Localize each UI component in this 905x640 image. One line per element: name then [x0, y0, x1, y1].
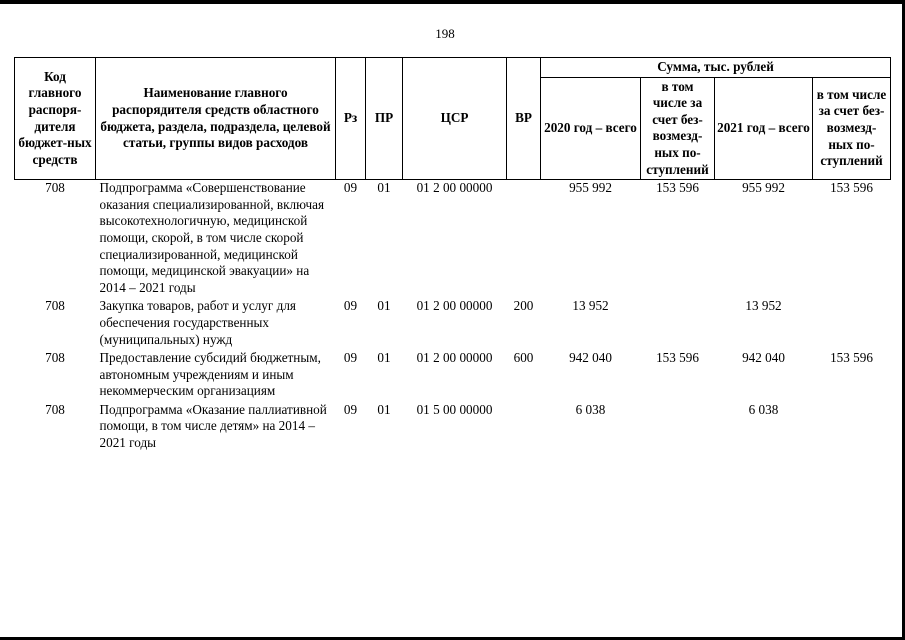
table-body — [15, 180, 891, 454]
cell-rz: 09 — [343, 180, 358, 196]
header-vr: ВР — [507, 58, 541, 180]
cell-code: 708 — [45, 298, 65, 314]
cell-2021-total: 6 038 — [748, 401, 779, 417]
cell-pr: 01 — [377, 298, 391, 314]
cell-rz: 09 — [343, 401, 358, 417]
cell-2021-total: 942 040 — [742, 350, 785, 366]
top-border-line — [0, 0, 905, 4]
cell-rz: 09 — [343, 298, 358, 314]
cell-2021-gratuitous: 153 596 — [830, 180, 873, 196]
cell-2020-total: 6 038 — [575, 401, 606, 417]
table-row — [15, 180, 891, 299]
cell-pr: 01 — [377, 350, 391, 366]
header-2020-total: 2020 год – всего — [541, 77, 641, 180]
header-2021-gratuitous: в том числе за счет без-возмезд-ных по-ступлений — [813, 77, 891, 180]
cell-2020-total: 942 040 — [569, 350, 612, 366]
table-row — [15, 350, 891, 402]
cell-vr: 600 — [513, 350, 534, 366]
cell-2020-gratuitous: 153 596 — [656, 350, 699, 366]
cell-vr: 200 — [513, 298, 534, 314]
cell-code: 708 — [45, 401, 65, 417]
header-2021-total: 2021 год – всего — [715, 77, 813, 180]
cell-vr — [507, 402, 541, 454]
cell-name: Подпрограмма «Оказание паллиативной помощи, в том числе детям» на 2014 – 2021 годы — [99, 401, 327, 451]
header-rz: Рз — [336, 58, 366, 180]
cell-2020-gratuitous — [641, 402, 715, 454]
budget-table — [14, 57, 891, 454]
cell-2020-total: 955 992 — [569, 180, 612, 196]
cell-csr: 01 2 00 00000 — [416, 298, 493, 314]
header-code: Код главного распоря-дителя бюджет-ных средств — [15, 58, 96, 180]
cell-code: 708 — [45, 350, 65, 366]
cell-2020-total: 13 952 — [572, 298, 609, 314]
cell-vr — [507, 180, 541, 299]
cell-csr: 01 2 00 00000 — [416, 180, 493, 196]
cell-code: 708 — [45, 180, 65, 196]
header-name: Наименование главного распорядителя средств областного бюджета, раздела, подраздела, целевой статьи, группы видов расходов — [96, 58, 336, 180]
cell-2020-gratuitous: 153 596 — [656, 180, 699, 196]
cell-2021-gratuitous — [813, 402, 891, 454]
cell-2021-total: 13 952 — [745, 298, 782, 314]
cell-2021-gratuitous: 153 596 — [830, 350, 873, 366]
page-number: 198 — [435, 26, 455, 41]
cell-2021-total: 955 992 — [742, 180, 785, 196]
cell-csr: 01 5 00 00000 — [416, 401, 493, 417]
cell-name: Предоставление субсидий бюджетным, автономным учреждениям и иным некоммерческим организациям — [99, 350, 321, 399]
table-row — [15, 298, 891, 350]
cell-name: Закупка товаров, работ и услуг для обеспечения государственных (муниципальных) нужд — [99, 298, 296, 347]
cell-rz: 09 — [343, 350, 358, 366]
cell-pr: 01 — [377, 401, 391, 417]
cell-2021-gratuitous — [813, 298, 891, 350]
table-header — [15, 58, 891, 180]
header-csr: ЦСР — [403, 58, 507, 180]
cell-2020-gratuitous — [641, 298, 715, 350]
table-row — [15, 402, 891, 454]
header-pr: ПР — [366, 58, 403, 180]
header-sum: Сумма, тыс. рублей — [541, 58, 891, 78]
header-2020-gratuitous: в том числе за счет без-возмезд-ных по-ступлений — [641, 77, 715, 180]
cell-pr: 01 — [377, 180, 391, 196]
cell-name: Подпрограмма «Совершенствование оказания специализированной, включая высокотехнологичную, медицинской помощи, скорой, в том числе скорой специализированной, медицинской помощи, медицинской эвакуации» на 2014 – 2021 годы — [99, 180, 325, 295]
cell-csr: 01 2 00 00000 — [416, 350, 493, 366]
